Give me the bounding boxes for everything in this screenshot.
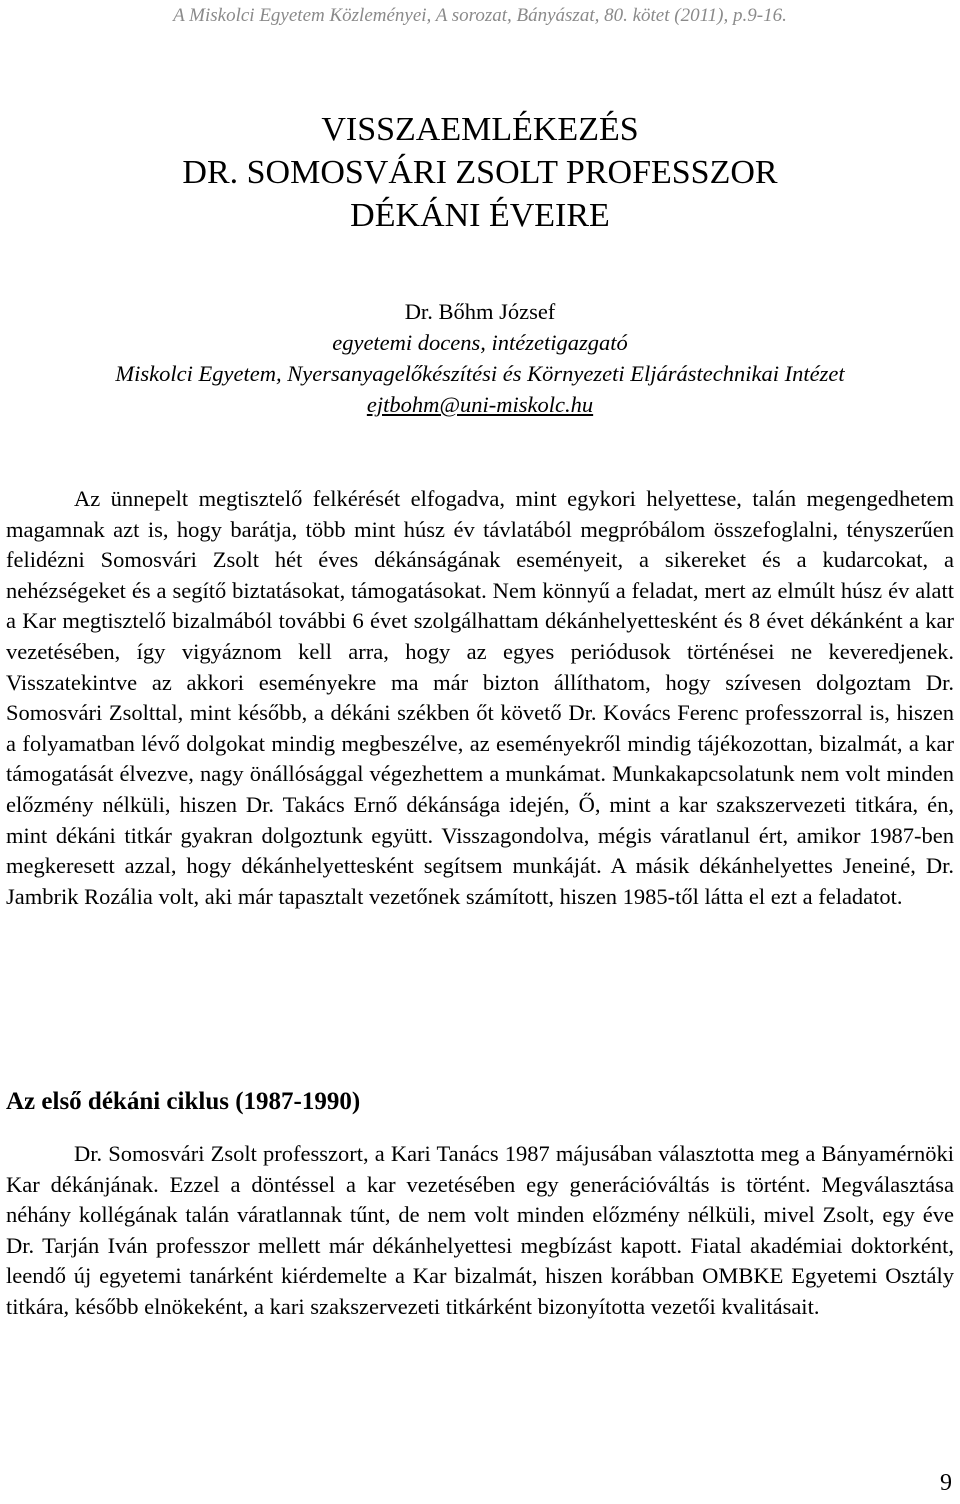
- running-head: A Miskolci Egyetem Közleményei, A sorozat, Bányászat, 80. kötet (2011), p.9-16.: [173, 5, 787, 26]
- author-position: egyetemi docens, intézetigazgató: [332, 330, 628, 355]
- title-line-3: DÉKÁNI ÉVEIRE: [350, 197, 610, 234]
- author-name: Dr. Bőhm József: [404, 299, 556, 324]
- author-email-link[interactable]: ejtbohm@uni-miskolc.hu: [366, 392, 594, 417]
- author-affiliation: Miskolci Egyetem, Nyersanyagelőkészítési és Környezeti Eljárástechnikai Intézet: [115, 361, 845, 386]
- page-number: 9: [940, 1470, 952, 1496]
- title-line-1: VISSZAEMLÉKEZÉS: [321, 111, 639, 148]
- intro-paragraph: Az ünnepelt megtisztelő felkérését elfogadva, mint egykori helyettese, talán megengedhetem magamnak azt is, hogy barátja, több mint húsz év távlatából megpróbálom összefoglalni, tényszerűen felidézni Somosvári Zsolt hét éves dékánságának eseményeit, a sikereket és a kudarcokat, a nehézségeket és a segítő biztatásokat, támogatásokat. Nem könnyű a feladat, mert az elmúlt húsz év alatt a Kar megtisztelő bizalmából további 6 évet szolgálhattam dékánhelyettesként és 8 évet dékánként a kar vezetésében, így vigyáznom kell arra, hogy az egyes periódusok történései ne keveredjenek. Visszatekintve az akkori eseményekre ma már bizton állíthatom, hogy szívesen dolgoztam Dr. Somosvári Zsolttal, mint később, a dékáni székben őt követő Dr. Kovács Ferenc professzorral is, hiszen a folyamatban lévő dolgokat mindig megbeszélve, az eseményekről mindig tájékozottan, bizalmát, a kar támogatását élvezve, nagy önállósággal végezhettem a munkámat. Munkakapcsolatunk nem volt minden előzmény nélküli, hiszen Dr. Takács Ernő dékánsága idején, Ő, mint a kar szakszervezeti titkára, én, mint dékáni titkár gyakran dolgoztunk együtt. Visszagondolva, mégis váratlanul ért, amikor 1987-ben megkeresett azzal, hogy dékánhelyettesként segítsem munkáját. A másik dékánhelyettes Jeneiné, Dr. Jambrik Rozália volt, aki már tapasztalt vezetőnek számított, hiszen 1985-től látta el ezt a feladatot.: [6, 486, 954, 909]
- article-title: [0, 108, 960, 237]
- section-heading: Az első dékáni ciklus (1987-1990): [6, 1088, 361, 1115]
- title-line-2: DR. SOMOSVÁRI ZSOLT PROFESSZOR: [182, 154, 778, 191]
- section-paragraph: Dr. Somosvári Zsolt professzort, a Kari Tanács 1987 májusában választotta meg a Bányamérnöki Kar dékánjának. Ezzel a döntéssel a kar vezetésében egy generációváltás is történt. Megválasztása néhány kollégának talán váratlannak tűnt, de nem volt minden előzmény nélküli, mivel Zsolt, egy éve Dr. Tarján Iván professzor mellett már dékánhelyettesi megbízást kapott. Fiatal akadémiai doktorként, leendő új egyetemi tanárként kiérdemelte a Kar bizalmát, hiszen korábban OMBKE Egyetemi Osztály titkára, később elnökeként, a kari szakszervezeti titkárként bizonyította vezetői kvalitásait.: [6, 1141, 954, 1319]
- author-block: [0, 296, 960, 420]
